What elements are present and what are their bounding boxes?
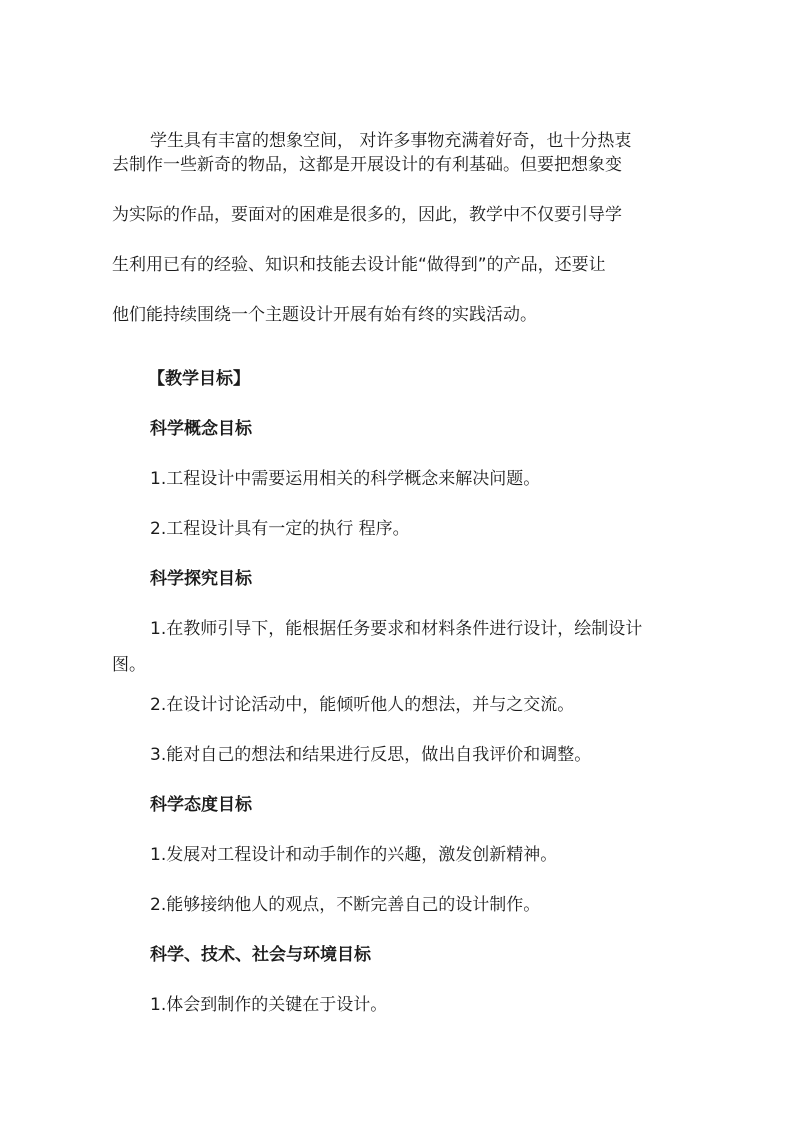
intro-line-2: 去制作一些新奇的物品，这都是开展设计的有利基础。但要把想象变 [112, 155, 622, 175]
attitude-heading: 科学态度目标 [150, 795, 252, 815]
attitude-item-2: 2.能够接纳他人的观点，不断完善自己的设计制作。 [150, 895, 541, 915]
stse-heading: 科学、技术、社会与环境目标 [150, 945, 371, 965]
concept-heading: 科学概念目标 [150, 419, 252, 439]
section-title: 【教学目标】 [148, 369, 250, 389]
attitude-item-1: 1.发展对工程设计和动手制作的兴趣，激发创新精神。 [150, 845, 558, 865]
concept-item-1: 1.工程设计中需要运用相关的科学概念来解决问题。 [150, 469, 541, 489]
inquiry-item-2: 2.在设计讨论活动中，能倾听他人的想法，并与之交流。 [150, 695, 575, 715]
stse-item-1: 1.体会到制作的关键在于设计。 [150, 995, 388, 1015]
intro-line-3: 为实际的作品，要面对的困难是很多的，因此，教学中不仅要引导学 [112, 205, 622, 225]
concept-item-2: 2.工程设计具有一定的执行 程序。 [150, 519, 410, 539]
inquiry-item-1-line-1: 1.在教师引导下，能根据任务要求和材料条件进行设计，绘制设计 [150, 619, 643, 639]
intro-line-4: 生利用已有的经验、知识和技能去设计能“做得到”的产品，还要让 [112, 255, 606, 275]
inquiry-item-3: 3.能对自己的想法和结果进行反思，做出自我评价和调整。 [150, 745, 592, 765]
inquiry-heading: 科学探究目标 [150, 569, 252, 589]
intro-line-5: 他们能持续围绕一个主题设计开展有始有终的实践活动。 [112, 305, 537, 325]
intro-line-1: 学生具有丰富的想象空间， 对许多事物充满着好奇，也十分热衷 [150, 131, 632, 151]
inquiry-item-1-line-2: 图。 [112, 655, 146, 675]
